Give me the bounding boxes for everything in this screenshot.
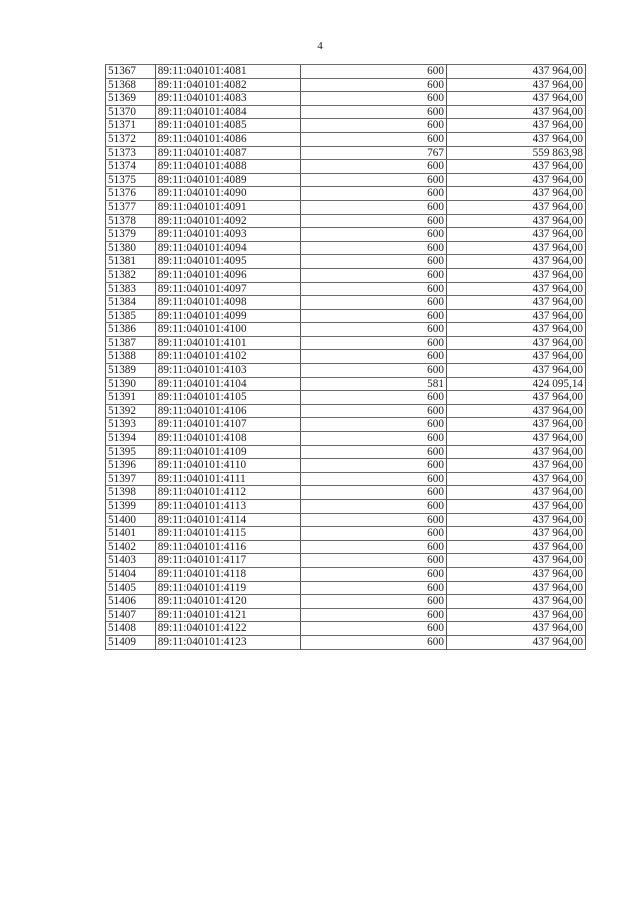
cadastral-number-cell: 89:11:040101:4085 (155, 119, 300, 133)
cadastral-number-cell: 89:11:040101:4089 (155, 173, 300, 187)
area-cell: 600 (300, 78, 446, 92)
table-row (106, 78, 586, 92)
row-number-cell: 51391 (106, 391, 156, 405)
cadastral-number-cell: 89:11:040101:4106 (155, 404, 300, 418)
cost-cell: 437 964,00 (446, 472, 585, 486)
table-row (106, 527, 586, 541)
cadastral-number-cell: 89:11:040101:4088 (155, 160, 300, 174)
row-number-cell: 51407 (106, 608, 156, 622)
area-cell: 600 (300, 160, 446, 174)
area-cell: 600 (300, 65, 446, 79)
cadastral-number-cell: 89:11:040101:4092 (155, 214, 300, 228)
registry-table-body (106, 65, 586, 650)
row-number-cell: 51378 (106, 214, 156, 228)
row-number-cell: 51406 (106, 595, 156, 609)
cadastral-number-cell: 89:11:040101:4082 (155, 78, 300, 92)
cost-cell: 437 964,00 (446, 445, 585, 459)
row-number-cell: 51385 (106, 309, 156, 323)
cadastral-number-cell: 89:11:040101:4093 (155, 228, 300, 242)
area-cell: 600 (300, 527, 446, 541)
cost-cell: 437 964,00 (446, 635, 585, 649)
area-cell: 600 (300, 595, 446, 609)
cost-cell: 437 964,00 (446, 404, 585, 418)
cost-cell: 437 964,00 (446, 187, 585, 201)
area-cell: 600 (300, 404, 446, 418)
cadastral-number-cell: 89:11:040101:4081 (155, 65, 300, 79)
table-row (106, 635, 586, 649)
row-number-cell: 51373 (106, 146, 156, 160)
cadastral-number-cell: 89:11:040101:4095 (155, 255, 300, 269)
table-row (106, 513, 586, 527)
table-row (106, 472, 586, 486)
row-number-cell: 51398 (106, 486, 156, 500)
cost-cell: 437 964,00 (446, 214, 585, 228)
area-cell: 600 (300, 200, 446, 214)
table-row (106, 119, 586, 133)
cost-cell: 437 964,00 (446, 105, 585, 119)
row-number-cell: 51396 (106, 459, 156, 473)
cost-cell: 437 964,00 (446, 78, 585, 92)
table-row (106, 540, 586, 554)
cost-cell: 437 964,00 (446, 350, 585, 364)
table-row (106, 146, 586, 160)
cadastral-number-cell: 89:11:040101:4101 (155, 336, 300, 350)
area-cell: 600 (300, 540, 446, 554)
cadastral-number-cell: 89:11:040101:4104 (155, 377, 300, 391)
area-cell: 600 (300, 336, 446, 350)
row-number-cell: 51379 (106, 228, 156, 242)
registry-table (105, 64, 586, 650)
area-cell: 600 (300, 241, 446, 255)
cadastral-number-cell: 89:11:040101:4108 (155, 432, 300, 446)
cost-cell: 559 863,98 (446, 146, 585, 160)
cadastral-number-cell: 89:11:040101:4122 (155, 622, 300, 636)
area-cell: 767 (300, 146, 446, 160)
row-number-cell: 51390 (106, 377, 156, 391)
area-cell: 600 (300, 635, 446, 649)
table-row (106, 92, 586, 106)
area-cell: 600 (300, 418, 446, 432)
table-row (106, 282, 586, 296)
row-number-cell: 51377 (106, 200, 156, 214)
area-cell: 600 (300, 567, 446, 581)
cost-cell: 437 964,00 (446, 391, 585, 405)
table-row (106, 608, 586, 622)
cadastral-number-cell: 89:11:040101:4084 (155, 105, 300, 119)
area-cell: 600 (300, 486, 446, 500)
area-cell: 600 (300, 391, 446, 405)
row-number-cell: 51374 (106, 160, 156, 174)
row-number-cell: 51367 (106, 65, 156, 79)
table-row (106, 241, 586, 255)
table-row (106, 132, 586, 146)
area-cell: 600 (300, 432, 446, 446)
area-cell: 600 (300, 472, 446, 486)
table-row (106, 105, 586, 119)
row-number-cell: 51389 (106, 364, 156, 378)
row-number-cell: 51392 (106, 404, 156, 418)
table-row (106, 377, 586, 391)
cadastral-number-cell: 89:11:040101:4121 (155, 608, 300, 622)
cadastral-number-cell: 89:11:040101:4110 (155, 459, 300, 473)
area-cell: 600 (300, 119, 446, 133)
row-number-cell: 51399 (106, 500, 156, 514)
cadastral-number-cell: 89:11:040101:4102 (155, 350, 300, 364)
cost-cell: 437 964,00 (446, 500, 585, 514)
row-number-cell: 51384 (106, 296, 156, 310)
cost-cell: 437 964,00 (446, 527, 585, 541)
table-row (106, 445, 586, 459)
area-cell: 600 (300, 309, 446, 323)
table-row (106, 486, 586, 500)
cadastral-number-cell: 89:11:040101:4091 (155, 200, 300, 214)
area-cell: 600 (300, 228, 446, 242)
table-row (106, 567, 586, 581)
cadastral-number-cell: 89:11:040101:4083 (155, 92, 300, 106)
cost-cell: 437 964,00 (446, 296, 585, 310)
row-number-cell: 51376 (106, 187, 156, 201)
row-number-cell: 51388 (106, 350, 156, 364)
cadastral-number-cell: 89:11:040101:4115 (155, 527, 300, 541)
cost-cell: 437 964,00 (446, 540, 585, 554)
cost-cell: 437 964,00 (446, 323, 585, 337)
cadastral-number-cell: 89:11:040101:4113 (155, 500, 300, 514)
table-row (106, 65, 586, 79)
cadastral-number-cell: 89:11:040101:4096 (155, 268, 300, 282)
row-number-cell: 51395 (106, 445, 156, 459)
area-cell: 600 (300, 296, 446, 310)
table-row (106, 200, 586, 214)
area-cell: 600 (300, 282, 446, 296)
area-cell: 581 (300, 377, 446, 391)
row-number-cell: 51397 (106, 472, 156, 486)
cost-cell: 437 964,00 (446, 255, 585, 269)
cost-cell: 437 964,00 (446, 567, 585, 581)
cadastral-number-cell: 89:11:040101:4099 (155, 309, 300, 323)
table-row (106, 160, 586, 174)
row-number-cell: 51386 (106, 323, 156, 337)
page-number: 4 (317, 40, 323, 52)
area-cell: 600 (300, 92, 446, 106)
cost-cell: 437 964,00 (446, 581, 585, 595)
row-number-cell: 51387 (106, 336, 156, 350)
area-cell: 600 (300, 622, 446, 636)
table-row (106, 432, 586, 446)
cadastral-number-cell: 89:11:040101:4087 (155, 146, 300, 160)
row-number-cell: 51372 (106, 132, 156, 146)
row-number-cell: 51383 (106, 282, 156, 296)
cadastral-number-cell: 89:11:040101:4114 (155, 513, 300, 527)
table-row (106, 296, 586, 310)
area-cell: 600 (300, 255, 446, 269)
table-row (106, 268, 586, 282)
area-cell: 600 (300, 323, 446, 337)
row-number-cell: 51401 (106, 527, 156, 541)
row-number-cell: 51368 (106, 78, 156, 92)
row-number-cell: 51369 (106, 92, 156, 106)
cost-cell: 437 964,00 (446, 622, 585, 636)
table-row (106, 214, 586, 228)
cadastral-number-cell: 89:11:040101:4111 (155, 472, 300, 486)
table-row (106, 364, 586, 378)
cadastral-number-cell: 89:11:040101:4119 (155, 581, 300, 595)
area-cell: 600 (300, 459, 446, 473)
cadastral-number-cell: 89:11:040101:4098 (155, 296, 300, 310)
area-cell: 600 (300, 445, 446, 459)
row-number-cell: 51381 (106, 255, 156, 269)
cost-cell: 437 964,00 (446, 336, 585, 350)
cost-cell: 437 964,00 (446, 200, 585, 214)
row-number-cell: 51375 (106, 173, 156, 187)
cadastral-number-cell: 89:11:040101:4107 (155, 418, 300, 432)
table-row (106, 336, 586, 350)
cost-cell: 437 964,00 (446, 65, 585, 79)
cadastral-number-cell: 89:11:040101:4094 (155, 241, 300, 255)
cadastral-number-cell: 89:11:040101:4109 (155, 445, 300, 459)
area-cell: 600 (300, 214, 446, 228)
area-cell: 600 (300, 500, 446, 514)
table-row (106, 554, 586, 568)
row-number-cell: 51408 (106, 622, 156, 636)
cost-cell: 437 964,00 (446, 268, 585, 282)
area-cell: 600 (300, 350, 446, 364)
area-cell: 600 (300, 187, 446, 201)
row-number-cell: 51405 (106, 581, 156, 595)
area-cell: 600 (300, 608, 446, 622)
cost-cell: 437 964,00 (446, 282, 585, 296)
cost-cell: 437 964,00 (446, 160, 585, 174)
table-row (106, 404, 586, 418)
cost-cell: 437 964,00 (446, 432, 585, 446)
table-row (106, 228, 586, 242)
cost-cell: 437 964,00 (446, 132, 585, 146)
cost-cell: 437 964,00 (446, 513, 585, 527)
table-row (106, 255, 586, 269)
table-row (106, 595, 586, 609)
area-cell: 600 (300, 132, 446, 146)
cost-cell: 437 964,00 (446, 459, 585, 473)
cost-cell: 437 964,00 (446, 173, 585, 187)
cadastral-number-cell: 89:11:040101:4123 (155, 635, 300, 649)
cost-cell: 424 095,14 (446, 377, 585, 391)
table-row (106, 391, 586, 405)
cadastral-number-cell: 89:11:040101:4120 (155, 595, 300, 609)
row-number-cell: 51400 (106, 513, 156, 527)
table-row (106, 187, 586, 201)
area-cell: 600 (300, 105, 446, 119)
cost-cell: 437 964,00 (446, 119, 585, 133)
table-row (106, 323, 586, 337)
row-number-cell: 51402 (106, 540, 156, 554)
table-row (106, 418, 586, 432)
table-row (106, 173, 586, 187)
cadastral-number-cell: 89:11:040101:4117 (155, 554, 300, 568)
cadastral-number-cell: 89:11:040101:4118 (155, 567, 300, 581)
row-number-cell: 51393 (106, 418, 156, 432)
row-number-cell: 51403 (106, 554, 156, 568)
area-cell: 600 (300, 268, 446, 282)
cadastral-number-cell: 89:11:040101:4090 (155, 187, 300, 201)
cost-cell: 437 964,00 (446, 608, 585, 622)
row-number-cell: 51394 (106, 432, 156, 446)
row-number-cell: 51371 (106, 119, 156, 133)
cadastral-number-cell: 89:11:040101:4103 (155, 364, 300, 378)
row-number-cell: 51370 (106, 105, 156, 119)
cost-cell: 437 964,00 (446, 486, 585, 500)
area-cell: 600 (300, 364, 446, 378)
cadastral-number-cell: 89:11:040101:4116 (155, 540, 300, 554)
cost-cell: 437 964,00 (446, 418, 585, 432)
table-row (106, 459, 586, 473)
cadastral-number-cell: 89:11:040101:4112 (155, 486, 300, 500)
cost-cell: 437 964,00 (446, 309, 585, 323)
table-row (106, 622, 586, 636)
row-number-cell: 51404 (106, 567, 156, 581)
cadastral-number-cell: 89:11:040101:4097 (155, 282, 300, 296)
cadastral-number-cell: 89:11:040101:4105 (155, 391, 300, 405)
cost-cell: 437 964,00 (446, 595, 585, 609)
area-cell: 600 (300, 513, 446, 527)
cost-cell: 437 964,00 (446, 228, 585, 242)
table-row (106, 500, 586, 514)
area-cell: 600 (300, 581, 446, 595)
cost-cell: 437 964,00 (446, 554, 585, 568)
cadastral-number-cell: 89:11:040101:4086 (155, 132, 300, 146)
cost-cell: 437 964,00 (446, 364, 585, 378)
row-number-cell: 51382 (106, 268, 156, 282)
row-number-cell: 51380 (106, 241, 156, 255)
area-cell: 600 (300, 554, 446, 568)
table-row (106, 309, 586, 323)
row-number-cell: 51409 (106, 635, 156, 649)
cadastral-number-cell: 89:11:040101:4100 (155, 323, 300, 337)
area-cell: 600 (300, 173, 446, 187)
table-row (106, 350, 586, 364)
table-row (106, 581, 586, 595)
cost-cell: 437 964,00 (446, 92, 585, 106)
cost-cell: 437 964,00 (446, 241, 585, 255)
